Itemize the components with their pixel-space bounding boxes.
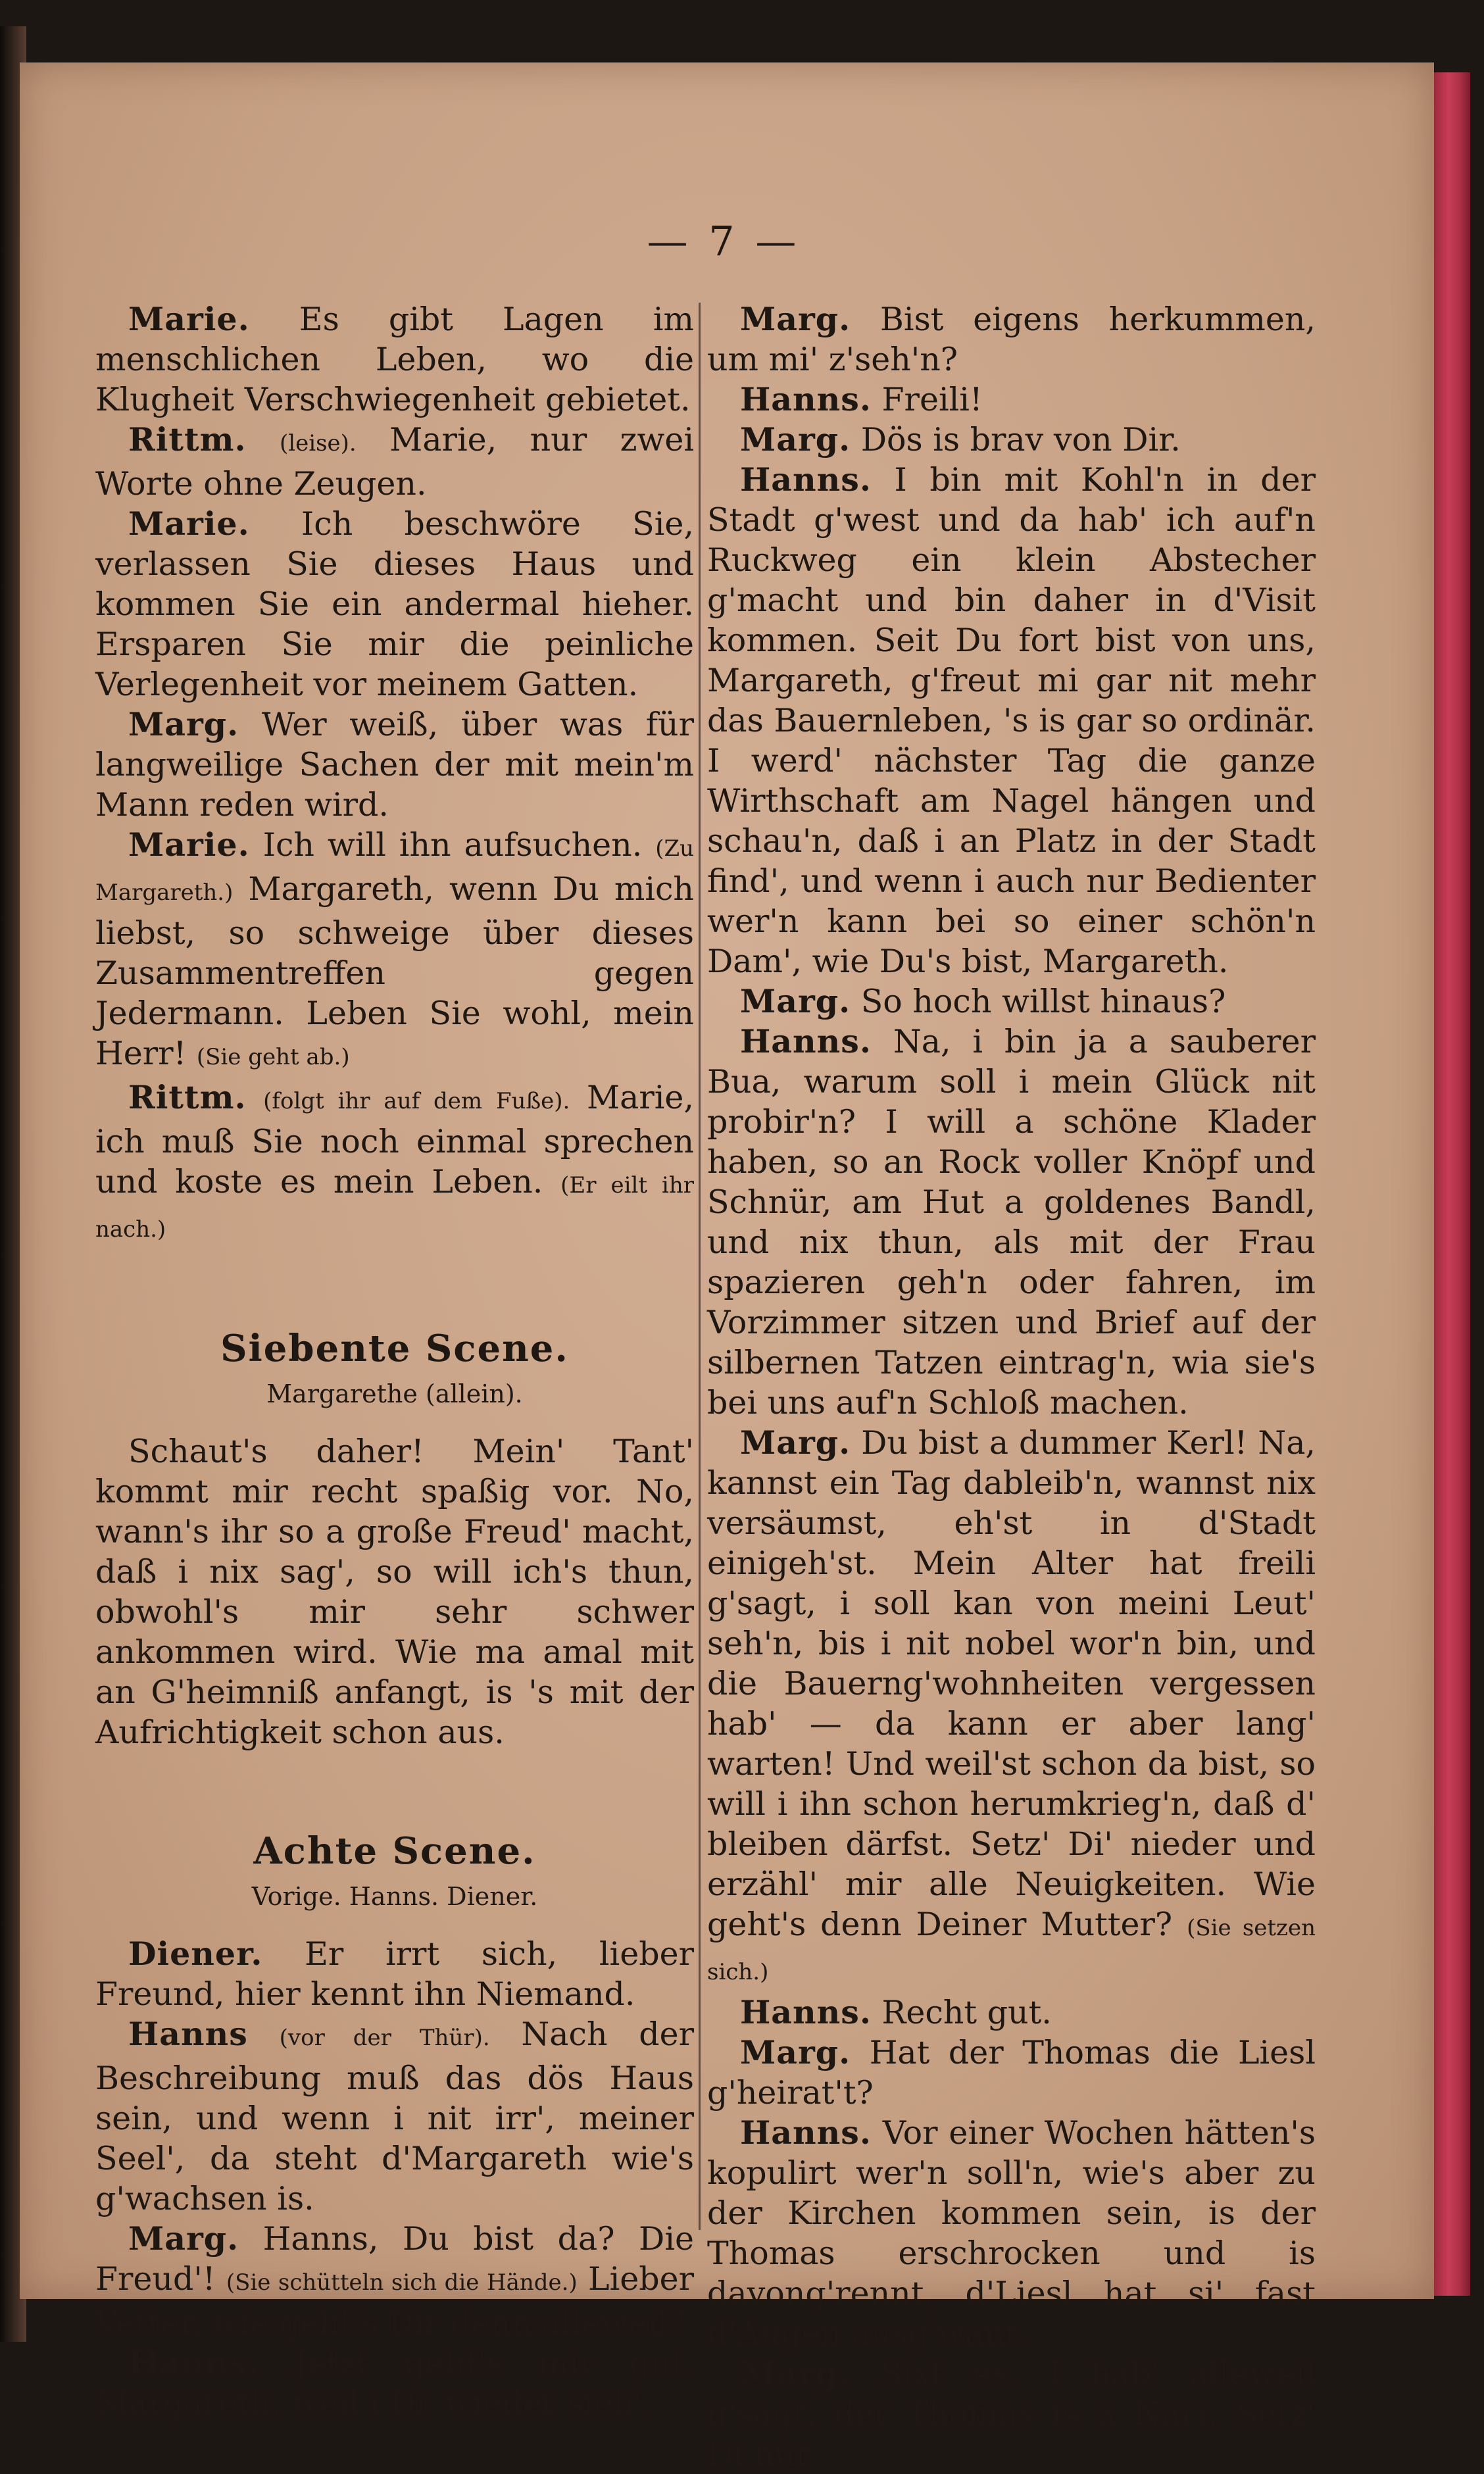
stage-direction: (Zu Margareth.) xyxy=(95,835,695,906)
speaker: Hanns xyxy=(128,2015,248,2053)
speaker: Hanns. xyxy=(740,1993,872,2031)
right-column xyxy=(707,299,1316,2474)
dialogue-line xyxy=(707,981,1316,1022)
stage-direction: (Sie setzen sich.) xyxy=(707,1915,1316,1985)
line-text: Jetzt geht's mir gut, Margareth, weil i Di' wieder sieh'. xyxy=(95,2344,695,2422)
dialogue-line xyxy=(707,2113,1316,2354)
stage-direction: (Sie geht ab.) xyxy=(196,1044,350,1070)
line-text: Lieber Vetter, wie geht's Dir denn alleweil? xyxy=(95,2260,695,2342)
line-text: Ich beschwöre Sie, verlassen Sie dieses Haus und kommen Sie ein andermal hieher. Ersparen Sie mir die peinliche Verlegenheit vor meinem Gatten. xyxy=(95,505,694,703)
dialogue-line xyxy=(707,2033,1316,2113)
scene-heading: Achte Scene. xyxy=(253,1829,536,1873)
stage-direction: (folgt ihr auf dem Fuße). xyxy=(263,1088,570,1114)
dialogue-line xyxy=(707,420,1316,460)
speaker: Marg. xyxy=(128,705,239,743)
page-number: — 7 — xyxy=(647,217,801,265)
speaker: Hanns. xyxy=(128,2344,260,2382)
line-text: Recht gut. xyxy=(881,1994,1052,2031)
line-text: Es gibt Lagen im menschlichen Leben, wo die Klugheit Verschwiegenheit gebietet. xyxy=(95,301,694,418)
stage-direction: (leise). xyxy=(279,430,357,457)
speaker: Marg. xyxy=(740,300,851,338)
scene-cast: Margarethe (allein). xyxy=(266,1379,523,1408)
dialogue-line xyxy=(95,2343,694,2423)
stage-direction: (Sie schütteln sich die Hände.) xyxy=(226,2269,578,2296)
line-text: Vor einer Wochen hätten's kopulirt wer'n soll'n, wie's aber zu der Kirchen kommen sein, is der Thomas erschrocken und is davong'rennt, d'Liesl hat si' fast d'Augen ausg'want. xyxy=(707,2114,1316,2352)
left-column xyxy=(95,299,694,2423)
dialogue-line xyxy=(95,2014,694,2219)
column-divider xyxy=(699,303,701,2230)
monologue-text: Schaut's daher! Mein' Tant' kommt mir recht spaßig vor. No, wann's ihr so a große Freud' macht, daß i nix sag', so will ich's thun, obwohl's mir sehr schwer ankommen wird. Wie ma amal mit an G'heimniß anfangt, is 's mit der Aufrichtigkeit schon aus. xyxy=(95,1433,694,1751)
dialogue-line xyxy=(707,1423,1316,1992)
speaker: Marie. xyxy=(128,505,250,543)
dialogue-line xyxy=(95,705,694,825)
line-text: Er irrt sich, lieber Freund, hier kennt ihn Niemand. xyxy=(95,1935,694,2013)
speaker: Marg. xyxy=(740,420,851,458)
dialogue-line xyxy=(707,2354,1316,2474)
dialogue-line xyxy=(707,1022,1316,1423)
line-text: Ich will ihn aufsuchen. xyxy=(262,826,643,864)
stage-direction: (vor der Thür). xyxy=(279,2025,490,2051)
scene-cast: Vorige. Hanns. Diener. xyxy=(251,1882,538,1911)
line-text: Bist eigens herkummen, um mi' z'seh'n? xyxy=(707,301,1316,378)
speaker: Marg. xyxy=(740,1423,851,1462)
dialogue-line xyxy=(95,420,694,504)
speaker: Hanns. xyxy=(740,380,872,418)
scene-heading: Siebente Scene. xyxy=(220,1327,569,1370)
speaker: Marie. xyxy=(128,826,250,864)
stage-direction: (Er eilt ihr nach.) xyxy=(95,1172,694,1243)
line-text: Hanns, Du bist da? Die Freud'! xyxy=(95,2220,694,2298)
line-text: Margareth, wenn Du mich liebst, so schweige über dieses Zusammentreffen gegen Jedermann. Leben Sie wohl, mein Herr! xyxy=(95,870,694,1072)
red-page-edge xyxy=(1434,72,1470,2296)
line-text: Wer weiß, über was für langweilige Sachen der mit mein'm Mann reden wird. xyxy=(95,706,695,824)
line-text: So hoch willst hinaus? xyxy=(860,983,1226,1020)
speaker: Hanns. xyxy=(740,2114,872,2152)
speaker: Hanns. xyxy=(740,1022,872,1060)
dialogue-line xyxy=(95,1934,694,2014)
line-text: Nach der Beschreibung muß das dös Haus sein, und wenn i nit irr', meiner Seel', da steht d'Margareth wie's g'wachsen is. xyxy=(95,2016,695,2217)
speaker: Hanns. xyxy=(740,460,872,499)
line-text: Marie, nur zwei Worte ohne Zeugen. xyxy=(95,421,694,503)
line-text: Dös is brav von Dir. xyxy=(860,421,1181,458)
dialogue-line xyxy=(707,380,1316,420)
speaker: Rittm. xyxy=(128,420,247,458)
line-text: Hat der Thomas die Liesl g'heirat't? xyxy=(707,2034,1316,2112)
dialogue-line xyxy=(95,2219,694,2343)
dialogue-line xyxy=(707,460,1316,981)
speaker: Marg. xyxy=(740,2354,851,2392)
dialogue-line xyxy=(95,504,694,705)
speaker: Marg. xyxy=(740,2033,851,2071)
speaker: Marie. xyxy=(128,300,250,338)
dialogue-line xyxy=(707,299,1316,380)
dialogue-line xyxy=(95,299,694,420)
line-text: Na, i bin ja a sauberer Bua, warum soll i mein Glück nit probir'n? I will a schöne Klader haben, so an Rock voller Knöpf und Schnür, am Hut a goldenes Bandl, und nix thun, als mit der Frau spazieren geh'n oder fahren, im Vorzimmer sitzen und Brief auf der silbernen Tatzen eintrag'n, wia sie's bei uns auf'n Schloß machen. xyxy=(707,1023,1316,1422)
dialogue-line xyxy=(707,1992,1316,2033)
line-text: Du bist a dummer Kerl! Na, kannst ein Tag dableib'n, wannst nix versäumst, eh'st in d'Stadt einigeh'st. Mein Alter hat freili g'sagt, i soll kan von meini Leut' seh'n, bis i nit nobel wor'n bin, und die Bauerng'wohnheiten vergessen hab' — da kann er aber lang' warten! Und weil'st schon da bist, so will i ihn schon herumkrieg'n, daß d' bleiben därfst. Setz' Di' nieder und erzähl' mir alle Neuigkeiten. Wie geht's denn Deiner Mutter? xyxy=(707,1424,1316,1943)
speaker: Marg. xyxy=(740,982,851,1020)
dialogue-line xyxy=(95,1077,694,1250)
line-text: Sixt es. I hab' alleweil g'sagt, der Thomas is a Narr. Setz' Di nur xyxy=(707,2355,1316,2473)
speaker: Marg. xyxy=(128,2219,239,2258)
line-text: I bin mit Kohl'n in der Stadt g'west und da hab' ich auf'n Ruckweg ein klein Abstecher g'macht und bin daher in d'Visit kommen. Seit Du fort bist von uns, Margareth, g'freut mi gar nit mehr das Bauernleben, 's is gar so ordinär. I werd' nächster Tag die ganze Wirthschaft am Nagel hängen und schau'n, daß i an Platz in der Stadt find', und wenn i auch nur Bedienter wer'n kann bei so einer schön'n Dam', wie Du's bist, Margareth. xyxy=(707,461,1316,980)
speaker: Diener. xyxy=(128,1935,263,1973)
line-text: Marie, ich muß Sie noch einmal sprechen und koste es mein Leben. xyxy=(95,1079,695,1200)
dialogue-line xyxy=(95,825,694,1077)
speaker: Rittm. xyxy=(128,1078,247,1116)
line-text: Freili! xyxy=(881,381,983,418)
